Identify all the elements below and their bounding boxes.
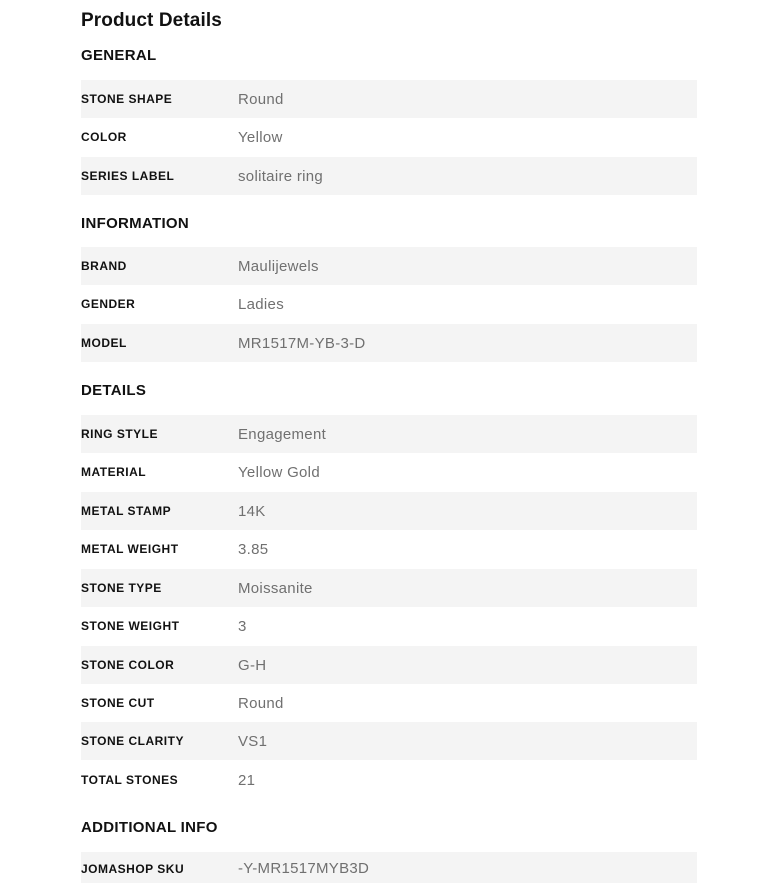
table-row bbox=[81, 453, 697, 491]
row-value: Round bbox=[238, 694, 284, 712]
row-label: MATERIAL bbox=[81, 465, 147, 479]
row-label: MODEL bbox=[81, 336, 127, 350]
row-label: STONE TYPE bbox=[81, 581, 162, 595]
row-label: JOMASHOP SKU bbox=[81, 862, 185, 876]
row-value: Maulijewels bbox=[238, 257, 319, 275]
row-value: Yellow Gold bbox=[238, 463, 320, 481]
row-label: RING STYLE bbox=[81, 427, 159, 441]
row-label: TOTAL STONES bbox=[81, 773, 179, 787]
row-value: 21 bbox=[238, 771, 256, 789]
table-row bbox=[81, 324, 697, 362]
table-row bbox=[81, 492, 697, 530]
row-value: solitaire ring bbox=[238, 167, 324, 185]
table-row bbox=[81, 285, 697, 323]
table-row bbox=[81, 118, 697, 156]
row-value: Moissanite bbox=[238, 579, 313, 597]
section-title-details: DETAILS bbox=[81, 382, 147, 399]
table-row bbox=[81, 684, 697, 722]
section-title-information: INFORMATION bbox=[81, 215, 190, 232]
row-label: STONE CUT bbox=[81, 696, 155, 710]
row-label: STONE SHAPE bbox=[81, 92, 173, 106]
row-value: 3.85 bbox=[238, 540, 269, 558]
row-label: STONE CLARITY bbox=[81, 734, 184, 748]
table-row bbox=[81, 157, 697, 195]
row-label: METAL WEIGHT bbox=[81, 542, 179, 556]
row-label: STONE WEIGHT bbox=[81, 619, 180, 633]
table-row bbox=[81, 80, 697, 118]
table-row bbox=[81, 530, 697, 568]
row-value: MR1517M-YB-3-D bbox=[238, 334, 366, 352]
section-title-additional-info: ADDITIONAL INFO bbox=[81, 819, 218, 836]
row-label: COLOR bbox=[81, 130, 127, 144]
row-value: Engagement bbox=[238, 425, 327, 443]
section-title-general: GENERAL bbox=[81, 47, 157, 64]
row-value: G-H bbox=[238, 656, 267, 674]
row-value: -Y-MR1517MYB3D bbox=[238, 860, 370, 877]
row-value: VS1 bbox=[238, 732, 268, 750]
row-label: METAL STAMP bbox=[81, 504, 172, 518]
row-label: SERIES LABEL bbox=[81, 169, 175, 183]
row-label: STONE COLOR bbox=[81, 658, 175, 672]
table-row bbox=[81, 607, 697, 645]
table-row bbox=[81, 247, 697, 285]
table-row bbox=[81, 646, 697, 684]
row-value: Ladies bbox=[238, 295, 285, 313]
page-title: Product Details bbox=[81, 10, 222, 31]
table-row bbox=[81, 722, 697, 760]
row-value: 3 bbox=[238, 617, 247, 635]
table-row bbox=[81, 761, 697, 799]
row-label: BRAND bbox=[81, 259, 127, 273]
table-row bbox=[81, 852, 697, 883]
table-row bbox=[81, 569, 697, 607]
row-label: GENDER bbox=[81, 297, 136, 311]
row-value: Yellow bbox=[238, 128, 283, 146]
row-value: 14K bbox=[238, 502, 266, 520]
table-row bbox=[81, 415, 697, 453]
row-value: Round bbox=[238, 90, 284, 108]
